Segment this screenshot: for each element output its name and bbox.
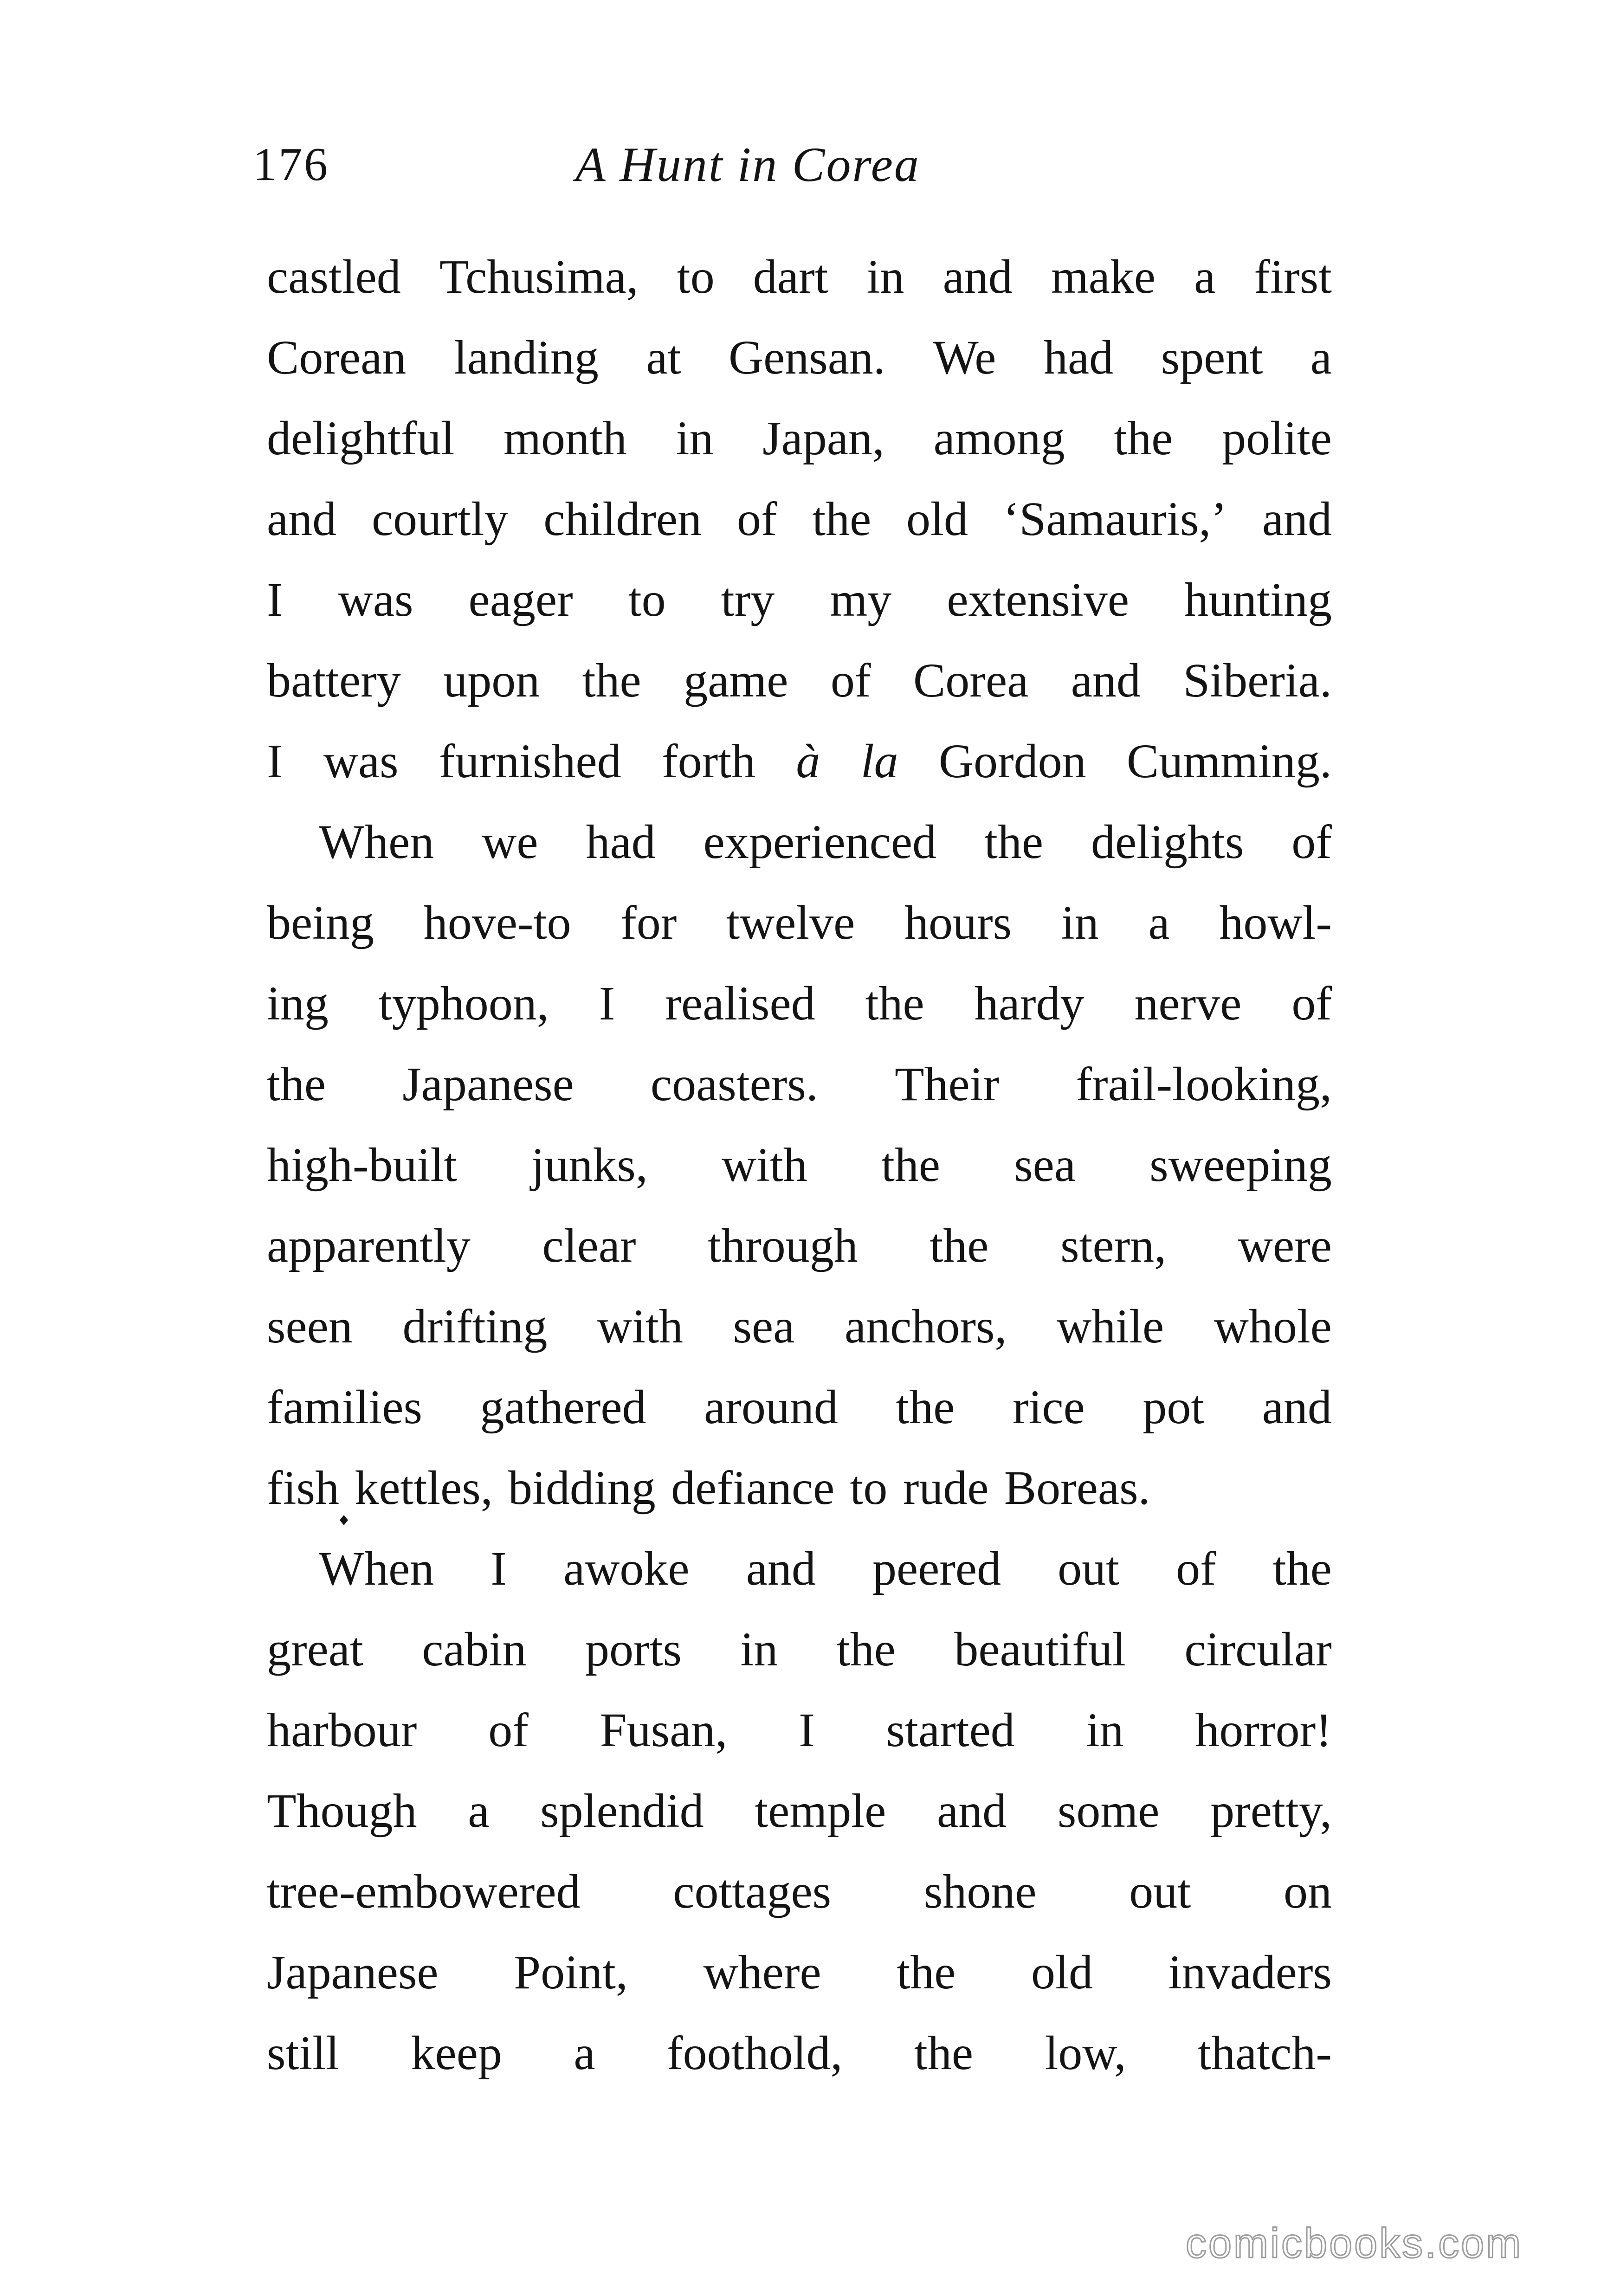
- word: temple: [755, 1784, 886, 1838]
- word: harbour: [267, 1703, 417, 1757]
- word: spent: [1161, 331, 1263, 384]
- word: and: [746, 1542, 816, 1595]
- word: game: [684, 654, 788, 707]
- word: try: [721, 573, 775, 626]
- word: had: [586, 815, 656, 869]
- running-head: [0, 135, 1601, 195]
- word: a: [1194, 250, 1216, 303]
- word: hardy: [974, 977, 1085, 1030]
- text-line: [267, 1609, 1332, 1690]
- word: thatch-: [1198, 2026, 1332, 2080]
- page-number: 176: [253, 138, 329, 191]
- word: nerve: [1134, 977, 1242, 1030]
- word: twelve: [726, 896, 855, 949]
- word: a: [1310, 331, 1332, 384]
- word: Point,: [514, 1946, 628, 1999]
- word: at: [646, 331, 681, 384]
- text-line: [267, 1851, 1332, 1932]
- word: anchors,: [845, 1300, 1007, 1353]
- word: ports: [585, 1623, 682, 1676]
- word: some: [1057, 1784, 1160, 1838]
- word: upon: [443, 654, 540, 707]
- word: Boreas.: [1004, 1461, 1150, 1515]
- word: beautiful: [954, 1623, 1126, 1676]
- word: Their: [894, 1058, 1000, 1111]
- word: I: [267, 573, 283, 626]
- text-line: [267, 721, 1332, 802]
- word: delightful: [267, 412, 455, 465]
- word: we: [482, 815, 538, 869]
- word: of: [1291, 977, 1332, 1030]
- word: Though: [267, 1784, 417, 1838]
- text-line: [267, 398, 1332, 479]
- word: out: [1058, 1542, 1120, 1595]
- text-line: [267, 2013, 1332, 2094]
- text-line: [267, 883, 1332, 963]
- word: junks,: [531, 1138, 648, 1192]
- word: the: [582, 654, 641, 707]
- word: with: [597, 1300, 683, 1353]
- word: in: [740, 1623, 778, 1676]
- text-line: [267, 317, 1332, 398]
- word: la: [860, 735, 898, 788]
- word: eager: [468, 573, 573, 626]
- word: around: [704, 1380, 838, 1434]
- word: Corean: [267, 331, 407, 384]
- word: and: [1262, 492, 1332, 546]
- word: splendid: [540, 1784, 704, 1838]
- word: forth: [661, 735, 756, 788]
- word: rude: [903, 1461, 989, 1515]
- word: with: [721, 1138, 807, 1192]
- word: where: [703, 1946, 821, 1999]
- text-line: [267, 1206, 1332, 1286]
- word: I: [599, 977, 615, 1030]
- word: the: [1272, 1542, 1332, 1595]
- word: awoke: [563, 1542, 690, 1595]
- word: Corea: [913, 654, 1029, 707]
- word: of: [1291, 815, 1332, 869]
- word: circular: [1184, 1623, 1332, 1676]
- word: first: [1254, 250, 1332, 303]
- text-line: [267, 1125, 1332, 1206]
- word: castled: [267, 250, 401, 303]
- word: sweeping: [1149, 1138, 1332, 1192]
- word: à: [796, 735, 820, 788]
- word: the: [984, 815, 1044, 869]
- word: of: [488, 1703, 529, 1757]
- word: I: [799, 1703, 815, 1757]
- word: among: [933, 412, 1065, 465]
- word: gathered: [480, 1380, 646, 1434]
- word: seen: [267, 1300, 353, 1353]
- text-line: [267, 1286, 1332, 1367]
- word: children: [543, 492, 702, 546]
- text-line: [267, 1932, 1332, 2013]
- word: to: [677, 250, 715, 303]
- text-line: [267, 1529, 1332, 1609]
- word: the: [897, 1946, 956, 1999]
- word: the: [865, 977, 924, 1030]
- word: and: [937, 1784, 1007, 1838]
- word: Japanese: [267, 1946, 439, 1999]
- word: in: [1061, 896, 1099, 949]
- word: the: [881, 1138, 941, 1192]
- word: my: [830, 573, 892, 626]
- text-line: [267, 1771, 1332, 1851]
- word: and: [943, 250, 1013, 303]
- word: and: [1262, 1380, 1332, 1434]
- word: hours: [904, 896, 1012, 949]
- word: and: [1071, 654, 1141, 707]
- text-line: [267, 640, 1332, 721]
- word: of: [736, 492, 777, 546]
- word: to: [628, 573, 666, 626]
- running-title: A Hunt in Corea: [575, 137, 920, 192]
- word: Tchusima,: [439, 250, 639, 303]
- word: Fusan,: [600, 1703, 728, 1757]
- word: ‘Samauris,’: [1003, 492, 1227, 546]
- word: had: [1043, 331, 1114, 384]
- word: Japan,: [762, 412, 884, 465]
- word: Cumming.: [1126, 735, 1332, 788]
- word: month: [504, 412, 627, 465]
- word: When: [319, 1542, 434, 1595]
- word: dart: [753, 250, 828, 303]
- word: the: [267, 1058, 326, 1111]
- word: ing: [267, 977, 329, 1030]
- word: old: [1031, 1946, 1093, 1999]
- printer-mark-icon: [340, 1515, 348, 1525]
- word: coasters.: [650, 1058, 818, 1111]
- word: polite: [1222, 412, 1332, 465]
- word: still: [267, 2026, 340, 2080]
- text-line: [267, 1690, 1332, 1771]
- word: kettles,: [355, 1461, 493, 1515]
- word: the: [896, 1380, 955, 1434]
- word: sea: [1014, 1138, 1076, 1192]
- word: through: [708, 1219, 858, 1272]
- word: Siberia.: [1183, 654, 1332, 707]
- word: was: [323, 735, 399, 788]
- word: in: [1086, 1703, 1124, 1757]
- word: Gordon: [938, 735, 1086, 788]
- word: make: [1051, 250, 1156, 303]
- word: started: [886, 1703, 1015, 1757]
- word: a: [574, 2026, 595, 2080]
- word: I: [491, 1542, 507, 1595]
- word: sea: [733, 1300, 795, 1353]
- word: realised: [665, 977, 815, 1030]
- word: delights: [1091, 815, 1244, 869]
- word: on: [1283, 1865, 1332, 1918]
- word: We: [933, 331, 996, 384]
- word: extensive: [947, 573, 1130, 626]
- text-line: [267, 237, 1332, 317]
- text-line: [267, 479, 1332, 560]
- word: out: [1129, 1865, 1191, 1918]
- word: the: [914, 2026, 973, 2080]
- word: apparently: [267, 1219, 471, 1272]
- word: rice: [1012, 1380, 1085, 1434]
- word: in: [866, 250, 904, 303]
- word: a: [468, 1784, 490, 1838]
- word: the: [930, 1219, 989, 1272]
- word: landing: [453, 331, 599, 384]
- word: shone: [923, 1865, 1037, 1918]
- word: furnished: [439, 735, 621, 788]
- word: whole: [1214, 1300, 1332, 1353]
- word: howl-: [1219, 896, 1332, 949]
- word: the: [812, 492, 872, 546]
- word: stern,: [1060, 1219, 1167, 1272]
- word: and: [267, 492, 337, 546]
- word: for: [620, 896, 677, 949]
- text-line: [267, 1044, 1332, 1125]
- watermark: comicbooks.com: [1186, 2220, 1523, 2267]
- word: cabin: [422, 1623, 527, 1676]
- word: high-built: [267, 1138, 458, 1192]
- word: bidding: [508, 1461, 656, 1515]
- text-line: [267, 1448, 1332, 1529]
- word: families: [267, 1380, 423, 1434]
- word: courtly: [371, 492, 509, 546]
- text-line: [267, 963, 1332, 1044]
- word: cottages: [673, 1865, 832, 1918]
- word: was: [338, 573, 413, 626]
- word: frail-looking,: [1076, 1058, 1332, 1111]
- word: in: [676, 412, 714, 465]
- word: hove-to: [423, 896, 571, 949]
- word: great: [267, 1623, 363, 1676]
- word: being: [267, 896, 374, 949]
- word: peered: [872, 1542, 1001, 1595]
- word: Gensan.: [728, 331, 885, 384]
- word: keep: [411, 2026, 502, 2080]
- word: were: [1238, 1219, 1332, 1272]
- text-line: [267, 802, 1332, 883]
- word: the: [836, 1623, 896, 1676]
- word: defiance: [671, 1461, 835, 1515]
- text-line: [267, 1367, 1332, 1448]
- word: of: [830, 654, 871, 707]
- word: a: [1148, 896, 1170, 949]
- word: horror!: [1195, 1703, 1332, 1757]
- word: low,: [1045, 2026, 1126, 2080]
- word: while: [1057, 1300, 1164, 1353]
- word: invaders: [1168, 1946, 1332, 1999]
- word: hunting: [1184, 573, 1332, 626]
- word: clear: [542, 1219, 636, 1272]
- word: pot: [1143, 1380, 1205, 1434]
- word: to: [850, 1461, 888, 1515]
- word: fish: [267, 1461, 339, 1515]
- word: I: [267, 735, 283, 788]
- word: experienced: [703, 815, 936, 869]
- word: pretty,: [1210, 1784, 1332, 1838]
- word: battery: [267, 654, 401, 707]
- word: tree-embowered: [267, 1865, 581, 1918]
- word: of: [1176, 1542, 1216, 1595]
- word: typhoon,: [378, 977, 549, 1030]
- text-line: [267, 560, 1332, 640]
- word: the: [1114, 412, 1173, 465]
- word: old: [906, 492, 968, 546]
- word: When: [319, 815, 434, 869]
- word: drifting: [402, 1300, 548, 1353]
- body-text: [267, 237, 1332, 2094]
- word: foothold,: [667, 2026, 843, 2080]
- word: Japanese: [402, 1058, 574, 1111]
